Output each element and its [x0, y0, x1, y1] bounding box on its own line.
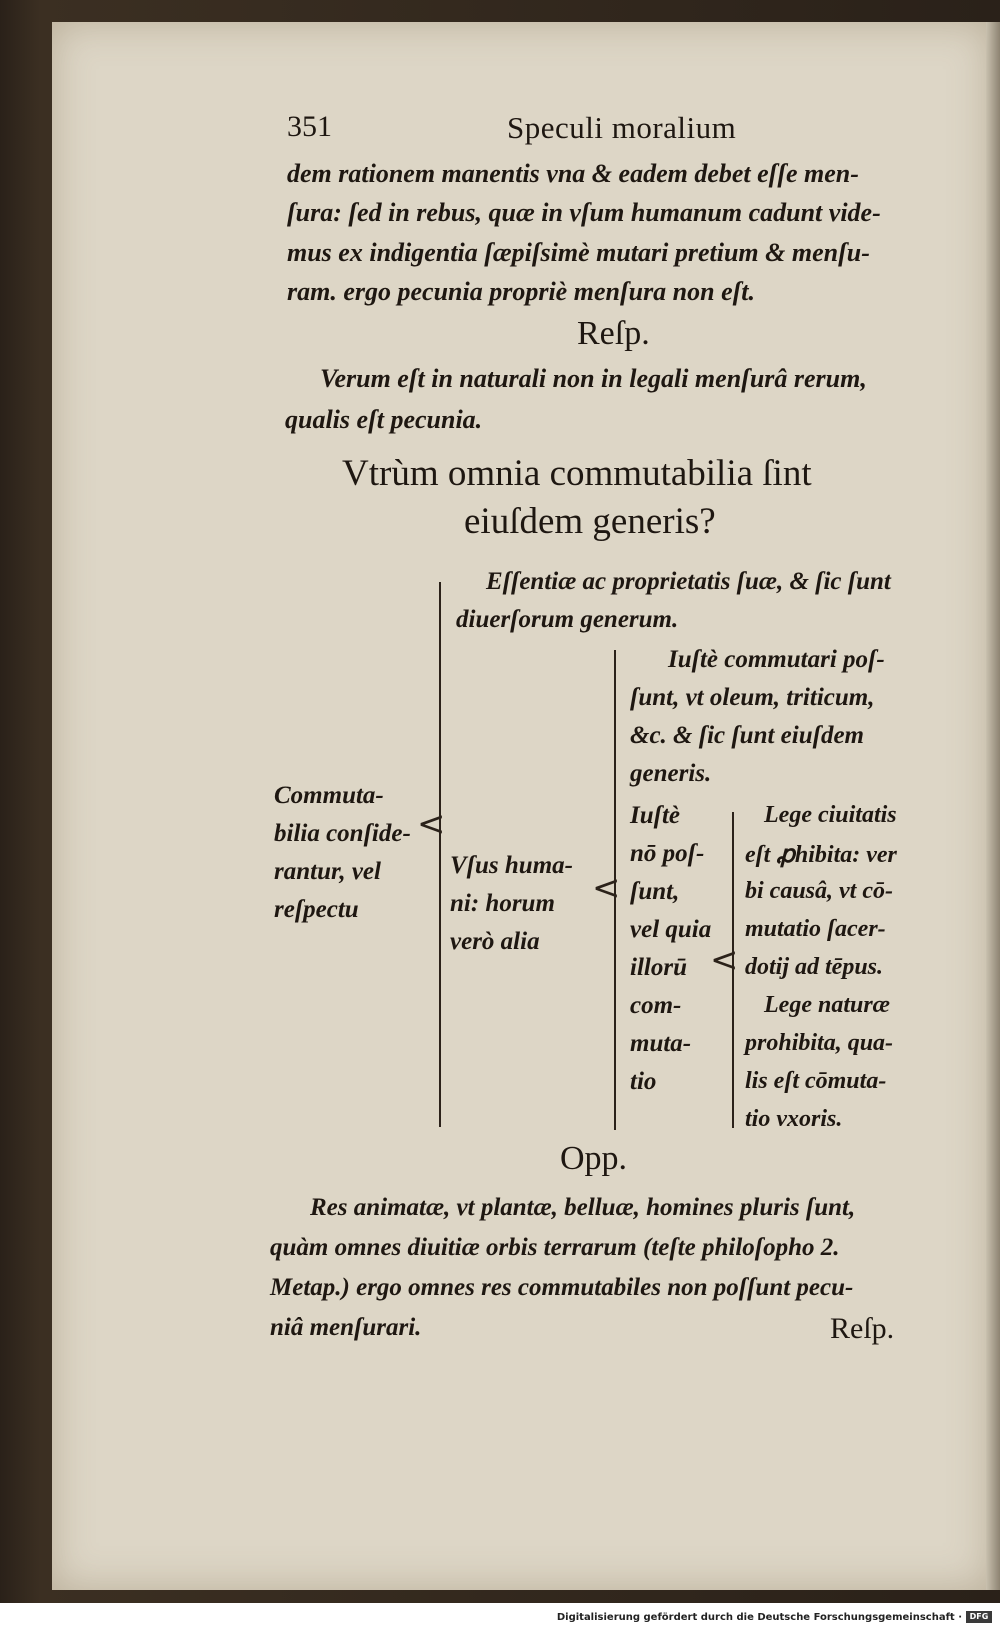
resp-heading: Reſp. — [577, 315, 650, 352]
brace-point: < — [710, 940, 739, 980]
text-line: dotij ad tēpus. — [745, 954, 884, 980]
text-line: Vſus huma- — [450, 852, 573, 879]
text-line: lis eſt cōmuta- — [745, 1068, 887, 1094]
text-line: diuerſorum generum. — [456, 606, 679, 633]
page-number: 351 — [287, 110, 332, 143]
text-line: Lege naturæ — [764, 992, 890, 1018]
text-line: illorū — [630, 954, 687, 981]
text-line: reſpectu — [274, 896, 359, 923]
text-line: ſura: ſed in rebus, quæ in vſum humanum cadunt vide- — [287, 198, 881, 227]
text-line: Iuſtè commutari poſ- — [668, 646, 885, 673]
text-line: Iuſtè — [630, 802, 680, 829]
text-line: bi causâ, vt cō- — [745, 878, 893, 904]
text-line: verò alia — [450, 928, 540, 955]
text-line: Lege ciuitatis — [764, 802, 897, 828]
text-line: ſunt, vt oleum, triticum, — [630, 684, 875, 711]
dfg-logo: DFG — [966, 1611, 992, 1623]
text-line: quàm omnes diuitiæ orbis terrarum (teſte philoſopho 2. — [270, 1234, 840, 1261]
text-line: niâ menſurari. — [270, 1314, 422, 1341]
brace-point: < — [592, 868, 621, 908]
main-brace — [439, 582, 441, 1127]
text-line: Commuta- — [274, 782, 384, 809]
resp-catchword: Reſp. — [830, 1312, 895, 1345]
text-line: vel quia — [630, 916, 712, 943]
opp-heading: Opp. — [560, 1140, 628, 1177]
text-line: prohibita, qua- — [745, 1030, 894, 1056]
text-line: ram. ergo pecunia propriè menſura non eſt. — [287, 277, 756, 306]
text-line: ſunt, — [630, 878, 680, 905]
text-line: nō poſ- — [630, 840, 705, 867]
text-line: Verum eſt in naturali non in legali menſurâ rerum, — [320, 364, 867, 393]
text-line: Metap.) ergo omnes res commutabiles non poſſunt pecu- — [270, 1274, 854, 1301]
funding-credit: Digitalisierung gefördert durch die Deutsche Forschungsgemeinschaft · — [556, 1612, 962, 1623]
text-line: bilia conſide- — [274, 820, 411, 847]
running-title: Speculi moralium — [507, 110, 737, 145]
text-line: com- — [630, 992, 682, 1019]
text-line: rantur, vel — [274, 858, 381, 885]
text-line: dem rationem manentis vna & eadem debet eſſe men- — [287, 159, 859, 188]
text-line: muta- — [630, 1030, 692, 1057]
brace-point: < — [417, 804, 446, 844]
text-line: &c. & ſic ſunt eiuſdem — [630, 722, 864, 749]
text-line: Res animatæ, vt plantæ, belluæ, homines pluris ſunt, — [310, 1194, 856, 1221]
question-heading-line-1: Vtrùm omnia commutabilia ſint — [342, 453, 812, 494]
question-heading-line-2: eiuſdem generis? — [464, 501, 716, 542]
text-line: mutatio ſacer- — [745, 916, 886, 942]
footer-bar — [0, 1603, 1000, 1631]
text-line: tio — [630, 1068, 657, 1095]
book-page — [52, 22, 990, 1590]
text-line: eſt ꝓhibita: ver — [745, 842, 897, 868]
text-line: generis. — [630, 760, 712, 787]
text-line: qualis eſt pecunia. — [285, 405, 483, 434]
text-line: tio vxoris. — [745, 1106, 843, 1132]
text-line: Eſſentiæ ac proprietatis ſuæ, & ſic ſunt — [486, 568, 891, 595]
text-line: mus ex indigentia ſæpiſsimè mutari pretium & menſu- — [287, 238, 870, 267]
text-line: ni: horum — [450, 890, 555, 917]
